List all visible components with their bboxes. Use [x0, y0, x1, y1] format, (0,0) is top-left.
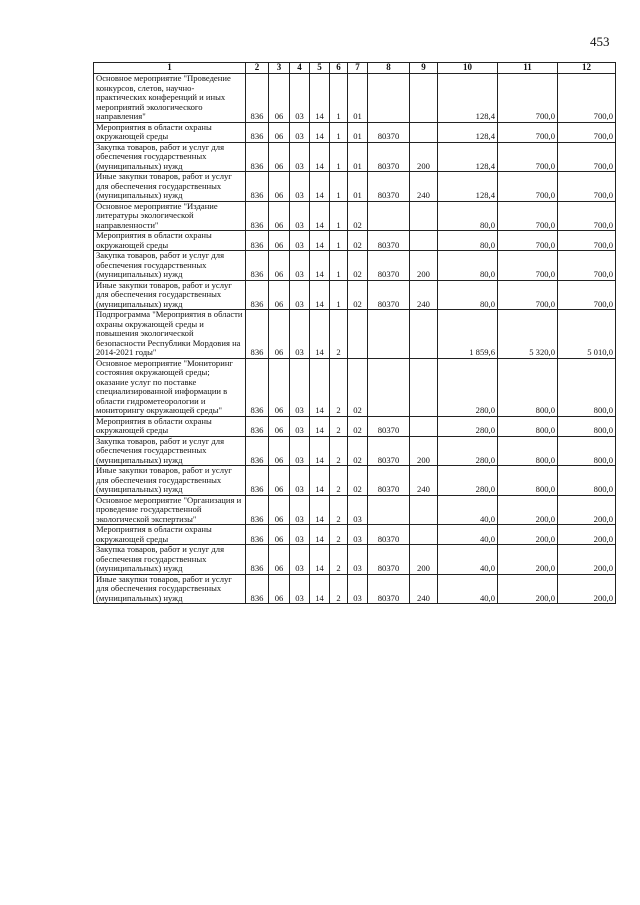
cell-subsection: 03	[290, 525, 310, 545]
cell-admin-code: 836	[246, 142, 269, 172]
row-name-cell: Мероприятия в области охраны окружающей среды	[94, 525, 246, 545]
cell-subprogram: 2	[330, 466, 348, 496]
cell-expense-type	[410, 310, 438, 359]
column-header: 3	[269, 63, 290, 74]
cell-admin-code: 836	[246, 122, 269, 142]
cell-amount-3: 800,0	[558, 416, 616, 436]
cell-admin-code: 836	[246, 280, 269, 310]
cell-subprogram: 2	[330, 358, 348, 416]
cell-amount-1: 80,0	[438, 231, 498, 251]
cell-amount-3: 200,0	[558, 574, 616, 604]
row-name-cell: Мероприятия в области охраны окружающей среды	[94, 416, 246, 436]
cell-amount-2: 700,0	[498, 231, 558, 251]
table-row	[94, 172, 616, 202]
row-name-cell: Основное мероприятие "Проведение конкурсов, слетов, научно-практических конференций и иных мероприятий экологического направления"	[94, 74, 246, 123]
cell-amount-3: 200,0	[558, 495, 616, 525]
cell-direction	[368, 495, 410, 525]
cell-amount-2: 700,0	[498, 251, 558, 281]
cell-program: 14	[310, 201, 330, 231]
cell-direction: 80370	[368, 545, 410, 575]
cell-amount-2: 200,0	[498, 495, 558, 525]
cell-expense-type	[410, 74, 438, 123]
cell-subsection: 03	[290, 122, 310, 142]
cell-subsection: 03	[290, 574, 310, 604]
cell-subsection: 03	[290, 74, 310, 123]
cell-subprogram: 2	[330, 574, 348, 604]
cell-program: 14	[310, 74, 330, 123]
cell-direction: 80370	[368, 142, 410, 172]
cell-program: 14	[310, 545, 330, 575]
table-row	[94, 574, 616, 604]
cell-subsection: 03	[290, 231, 310, 251]
cell-amount-3: 700,0	[558, 251, 616, 281]
column-header: 11	[498, 63, 558, 74]
cell-admin-code: 836	[246, 416, 269, 436]
cell-subprogram: 2	[330, 525, 348, 545]
column-header: 8	[368, 63, 410, 74]
cell-amount-2: 700,0	[498, 122, 558, 142]
table-row	[94, 280, 616, 310]
cell-event: 03	[348, 495, 368, 525]
cell-subprogram: 1	[330, 172, 348, 202]
cell-amount-2: 700,0	[498, 280, 558, 310]
cell-program: 14	[310, 574, 330, 604]
cell-direction: 80370	[368, 436, 410, 466]
cell-subsection: 03	[290, 201, 310, 231]
cell-expense-type	[410, 416, 438, 436]
cell-admin-code: 836	[246, 172, 269, 202]
cell-program: 14	[310, 358, 330, 416]
cell-amount-1: 280,0	[438, 466, 498, 496]
cell-amount-1: 128,4	[438, 122, 498, 142]
cell-expense-type	[410, 525, 438, 545]
cell-amount-3: 5 010,0	[558, 310, 616, 359]
cell-amount-3: 700,0	[558, 172, 616, 202]
cell-section: 06	[269, 436, 290, 466]
cell-amount-1: 40,0	[438, 574, 498, 604]
cell-subprogram: 2	[330, 416, 348, 436]
cell-amount-3: 700,0	[558, 231, 616, 251]
cell-amount-3: 700,0	[558, 122, 616, 142]
row-name-cell: Основное мероприятие "Издание литературы экологической направленности"	[94, 201, 246, 231]
table-row	[94, 416, 616, 436]
cell-direction: 80370	[368, 574, 410, 604]
cell-amount-2: 700,0	[498, 201, 558, 231]
row-name-cell: Иные закупки товаров, работ и услуг для обеспечения государственных (муниципальных) нужд	[94, 574, 246, 604]
cell-direction: 80370	[368, 172, 410, 202]
table-row	[94, 310, 616, 359]
table-row	[94, 231, 616, 251]
row-name-cell: Мероприятия в области охраны окружающей среды	[94, 231, 246, 251]
cell-direction	[368, 201, 410, 231]
cell-admin-code: 836	[246, 251, 269, 281]
cell-section: 06	[269, 525, 290, 545]
cell-amount-3: 800,0	[558, 466, 616, 496]
column-header: 6	[330, 63, 348, 74]
row-name-cell: Закупка товаров, работ и услуг для обеспечения государственных (муниципальных) нужд	[94, 545, 246, 575]
cell-subprogram: 2	[330, 310, 348, 359]
row-name-cell: Иные закупки товаров, работ и услуг для обеспечения государственных (муниципальных) нужд	[94, 172, 246, 202]
cell-section: 06	[269, 231, 290, 251]
cell-amount-1: 128,4	[438, 172, 498, 202]
cell-program: 14	[310, 416, 330, 436]
cell-event	[348, 310, 368, 359]
row-name-cell: Основное мероприятие "Организация и проведение государственной экологической экспертизы"	[94, 495, 246, 525]
cell-expense-type: 200	[410, 251, 438, 281]
cell-section: 06	[269, 280, 290, 310]
cell-amount-2: 800,0	[498, 416, 558, 436]
cell-event: 02	[348, 201, 368, 231]
cell-subprogram: 2	[330, 545, 348, 575]
cell-admin-code: 836	[246, 231, 269, 251]
cell-section: 06	[269, 74, 290, 123]
cell-subsection: 03	[290, 358, 310, 416]
cell-subsection: 03	[290, 466, 310, 496]
cell-subprogram: 1	[330, 142, 348, 172]
row-name-cell: Закупка товаров, работ и услуг для обеспечения государственных (муниципальных) нужд	[94, 142, 246, 172]
cell-admin-code: 836	[246, 358, 269, 416]
cell-subprogram: 1	[330, 201, 348, 231]
table-row	[94, 495, 616, 525]
cell-event: 03	[348, 525, 368, 545]
cell-amount-2: 200,0	[498, 525, 558, 545]
cell-expense-type	[410, 122, 438, 142]
cell-amount-1: 128,4	[438, 142, 498, 172]
cell-program: 14	[310, 310, 330, 359]
cell-event: 02	[348, 358, 368, 416]
cell-direction: 80370	[368, 231, 410, 251]
cell-subsection: 03	[290, 280, 310, 310]
cell-subprogram: 2	[330, 495, 348, 525]
cell-event: 01	[348, 74, 368, 123]
row-name-cell: Закупка товаров, работ и услуг для обеспечения государственных (муниципальных) нужд	[94, 251, 246, 281]
cell-amount-3: 700,0	[558, 74, 616, 123]
cell-admin-code: 836	[246, 574, 269, 604]
column-header: 2	[246, 63, 269, 74]
cell-event: 01	[348, 172, 368, 202]
cell-program: 14	[310, 142, 330, 172]
cell-admin-code: 836	[246, 466, 269, 496]
cell-event: 03	[348, 545, 368, 575]
cell-section: 06	[269, 201, 290, 231]
cell-admin-code: 836	[246, 310, 269, 359]
column-header: 5	[310, 63, 330, 74]
cell-section: 06	[269, 416, 290, 436]
cell-amount-1: 80,0	[438, 201, 498, 231]
cell-section: 06	[269, 358, 290, 416]
table-row	[94, 358, 616, 416]
cell-expense-type: 240	[410, 172, 438, 202]
cell-amount-2: 800,0	[498, 466, 558, 496]
cell-event: 02	[348, 436, 368, 466]
cell-amount-3: 200,0	[558, 525, 616, 545]
cell-amount-2: 5 320,0	[498, 310, 558, 359]
cell-event: 02	[348, 416, 368, 436]
cell-event: 02	[348, 231, 368, 251]
cell-direction: 80370	[368, 251, 410, 281]
cell-direction	[368, 358, 410, 416]
cell-amount-3: 200,0	[558, 545, 616, 575]
cell-expense-type: 240	[410, 466, 438, 496]
column-header: 7	[348, 63, 368, 74]
cell-amount-2: 800,0	[498, 358, 558, 416]
cell-section: 06	[269, 122, 290, 142]
cell-expense-type: 200	[410, 545, 438, 575]
cell-admin-code: 836	[246, 74, 269, 123]
cell-expense-type	[410, 358, 438, 416]
cell-subprogram: 2	[330, 436, 348, 466]
cell-direction: 80370	[368, 466, 410, 496]
cell-section: 06	[269, 251, 290, 281]
cell-admin-code: 836	[246, 201, 269, 231]
cell-admin-code: 836	[246, 545, 269, 575]
cell-amount-1: 1 859,6	[438, 310, 498, 359]
cell-section: 06	[269, 574, 290, 604]
table-row	[94, 122, 616, 142]
budget-table	[93, 62, 616, 604]
cell-event: 01	[348, 142, 368, 172]
row-name-cell: Мероприятия в области охраны окружающей среды	[94, 122, 246, 142]
cell-expense-type: 240	[410, 574, 438, 604]
cell-subsection: 03	[290, 545, 310, 575]
cell-section: 06	[269, 466, 290, 496]
cell-amount-1: 280,0	[438, 358, 498, 416]
cell-expense-type	[410, 495, 438, 525]
cell-admin-code: 836	[246, 525, 269, 545]
cell-amount-3: 700,0	[558, 280, 616, 310]
cell-program: 14	[310, 466, 330, 496]
cell-program: 14	[310, 495, 330, 525]
cell-amount-3: 700,0	[558, 142, 616, 172]
cell-subprogram: 1	[330, 231, 348, 251]
cell-direction	[368, 310, 410, 359]
table-row	[94, 545, 616, 575]
row-name-cell: Подпрограмма "Мероприятия в области охраны окружающей среды и повышения экологической безопасности Республики Мордовия на 2014-2021 годы"	[94, 310, 246, 359]
cell-subsection: 03	[290, 436, 310, 466]
cell-event: 01	[348, 122, 368, 142]
cell-subprogram: 1	[330, 122, 348, 142]
cell-amount-1: 40,0	[438, 525, 498, 545]
table-row	[94, 466, 616, 496]
cell-direction: 80370	[368, 122, 410, 142]
page-number: 453	[590, 34, 610, 49]
cell-amount-1: 40,0	[438, 495, 498, 525]
cell-expense-type	[410, 231, 438, 251]
row-name-cell: Иные закупки товаров, работ и услуг для обеспечения государственных (муниципальных) нужд	[94, 466, 246, 496]
cell-program: 14	[310, 231, 330, 251]
column-header: 12	[558, 63, 616, 74]
cell-amount-1: 128,4	[438, 74, 498, 123]
cell-program: 14	[310, 172, 330, 202]
cell-amount-2: 700,0	[498, 142, 558, 172]
table-row	[94, 74, 616, 123]
cell-section: 06	[269, 545, 290, 575]
cell-amount-2: 700,0	[498, 172, 558, 202]
cell-direction: 80370	[368, 280, 410, 310]
cell-program: 14	[310, 436, 330, 466]
table-row	[94, 201, 616, 231]
column-header: 10	[438, 63, 498, 74]
cell-expense-type: 240	[410, 280, 438, 310]
table-row	[94, 142, 616, 172]
cell-amount-1: 80,0	[438, 251, 498, 281]
cell-admin-code: 836	[246, 495, 269, 525]
cell-program: 14	[310, 280, 330, 310]
cell-admin-code: 836	[246, 436, 269, 466]
cell-direction	[368, 74, 410, 123]
cell-subsection: 03	[290, 172, 310, 202]
cell-expense-type: 200	[410, 142, 438, 172]
cell-program: 14	[310, 122, 330, 142]
cell-event: 02	[348, 251, 368, 281]
cell-amount-1: 280,0	[438, 436, 498, 466]
column-header: 1	[94, 63, 246, 74]
cell-amount-2: 200,0	[498, 545, 558, 575]
cell-direction: 80370	[368, 525, 410, 545]
cell-event: 02	[348, 280, 368, 310]
table-row	[94, 525, 616, 545]
table-row	[94, 251, 616, 281]
cell-amount-3: 800,0	[558, 436, 616, 466]
cell-subprogram: 1	[330, 74, 348, 123]
cell-section: 06	[269, 142, 290, 172]
cell-subsection: 03	[290, 251, 310, 281]
cell-expense-type: 200	[410, 436, 438, 466]
cell-amount-2: 200,0	[498, 574, 558, 604]
row-name-cell: Закупка товаров, работ и услуг для обеспечения государственных (муниципальных) нужд	[94, 436, 246, 466]
cell-subsection: 03	[290, 495, 310, 525]
cell-event: 03	[348, 574, 368, 604]
cell-subprogram: 1	[330, 280, 348, 310]
cell-section: 06	[269, 310, 290, 359]
cell-amount-1: 280,0	[438, 416, 498, 436]
cell-amount-3: 800,0	[558, 358, 616, 416]
header-row	[94, 63, 616, 74]
cell-amount-2: 700,0	[498, 74, 558, 123]
row-name-cell: Иные закупки товаров, работ и услуг для обеспечения государственных (муниципальных) нужд	[94, 280, 246, 310]
cell-section: 06	[269, 172, 290, 202]
cell-program: 14	[310, 251, 330, 281]
column-header: 9	[410, 63, 438, 74]
cell-program: 14	[310, 525, 330, 545]
cell-amount-1: 80,0	[438, 280, 498, 310]
cell-amount-1: 40,0	[438, 545, 498, 575]
cell-subsection: 03	[290, 310, 310, 359]
row-name-cell: Основное мероприятие "Мониторинг состояния окружающей среды; оказание услуг по поставке специализированной информации в области гидрометеорологии и мониторингу окружающей среды"	[94, 358, 246, 416]
cell-subsection: 03	[290, 416, 310, 436]
cell-amount-3: 700,0	[558, 201, 616, 231]
cell-direction: 80370	[368, 416, 410, 436]
cell-subsection: 03	[290, 142, 310, 172]
column-header: 4	[290, 63, 310, 74]
cell-section: 06	[269, 495, 290, 525]
cell-expense-type	[410, 201, 438, 231]
cell-event: 02	[348, 466, 368, 496]
table-row	[94, 436, 616, 466]
cell-subprogram: 1	[330, 251, 348, 281]
cell-amount-2: 800,0	[498, 436, 558, 466]
